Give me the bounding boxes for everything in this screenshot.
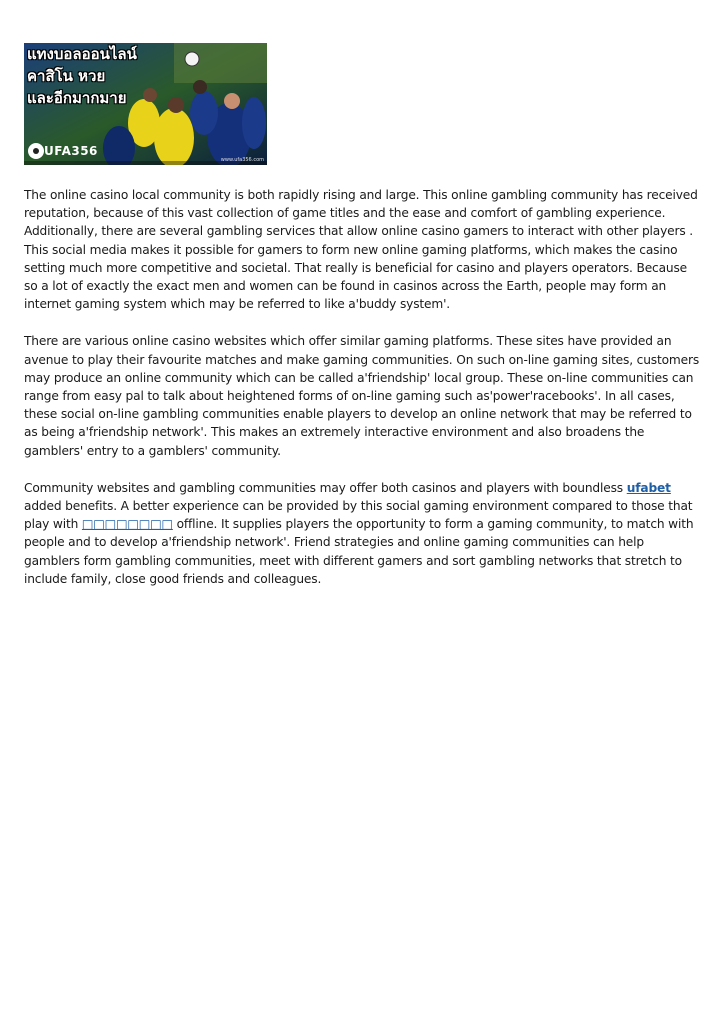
paragraph-2: There are various online casino websites which offer similar gaming platforms. These sites have provided an avenue to play their favourite matches and make gaming communities. On such on-line gaming sites, customers may produce an online community which can be called a'friendship' local group. These on-line communities can range from easy pal to talk about heightened forms of on-line gaming such as'power'racebooks'. In all cases, these social on-line gambling communities enable players to develop an online network that may be referred to as being a'friendship network'. This makes an extremely interactive environment and also broadens the gamblers' entry to a gamblers' community. [24, 334, 700, 458]
paragraph-3-text-end: offline. It supplies players the opportunity to form a gaming community, to match with people and to develop a'friendship network'. Friend strategies and online gaming communities can help gamblers form gambling communities, meet with different gamers and sort gambling networks that stretch to include family, close good friends and colleagues. [24, 517, 694, 586]
hero-brand-logo: UFA356 [44, 144, 98, 158]
thai-keyword-link[interactable]: □□□□□□□□ [81, 517, 173, 532]
hero-image [24, 43, 267, 165]
paragraph-3-text-middle: added benefits. A better experience can be provided by this social gaming environment compared to those that play with [24, 499, 693, 532]
hero-site-url: www.ufa356.com [220, 157, 264, 163]
ufabet-link[interactable]: ufabet [626, 480, 671, 495]
paragraph-3 [24, 479, 700, 588]
paragraph-1: The online casino local community is both rapidly rising and large. This online gambling community has received reputation, because of this vast collection of game titles and the ease and comfort of gambling experience. Additionally, there are several gambling services that allow online casino gamers to interact with other players . This social media makes it possible for gamers to form new online gaming platforms, which makes the casino setting much more competitive and societal. That really is beneficial for casino and players operators. Because so a lot of exactly the exact men and women can be found in casinos across the Earth, people may form an internet gaming system which may be referred to like a'buddy system'. [24, 188, 698, 312]
hero-heading: แทงบอลออนไลน์ คาสิโน หวย และอีกมากมาย [27, 45, 137, 107]
paragraph-3-text-start: Community websites and gambling communities may offer both casinos and players with boundless [24, 480, 627, 495]
article-body [24, 186, 700, 607]
